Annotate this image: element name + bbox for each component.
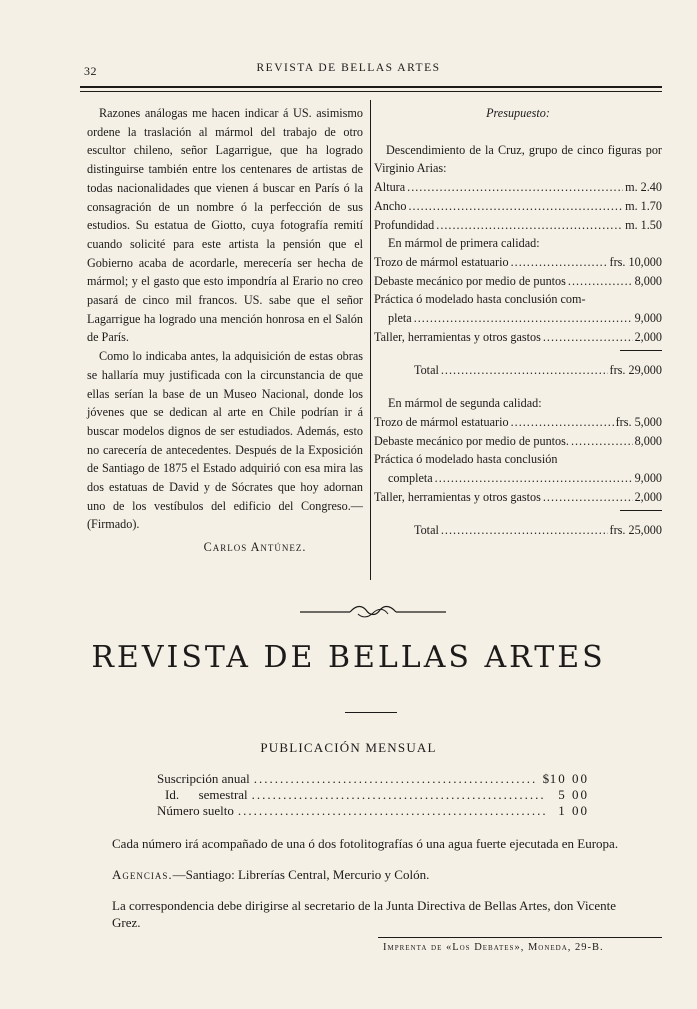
dimension-row [374, 197, 662, 216]
second-quality-heading: En mármol de segunda calidad: [388, 396, 542, 411]
column-divider [370, 100, 371, 580]
cost-row [374, 432, 662, 451]
cost-value: frs. 10,000 [609, 254, 662, 269]
dimension-value: m. 2.40 [625, 180, 662, 195]
cost-label: Práctica ó modelado hasta conclusión com- [374, 292, 586, 307]
page-number: 32 [84, 64, 97, 78]
cost-row [374, 469, 662, 488]
agencies-note [112, 866, 667, 883]
total-row [374, 361, 662, 380]
price-label: Id. semestral [165, 787, 248, 802]
cost-row [374, 290, 662, 309]
dimension-row [374, 216, 662, 235]
sum-rule [620, 350, 662, 351]
price-row [157, 787, 589, 803]
header-rule-thin [80, 91, 662, 92]
lithograph-note: Cada número irá acompañado de una ó dos fotolitografías ó una agua fuerte ejecutada en Europa. [112, 836, 619, 851]
letter-paragraph-2: Como lo indicaba antes, la adquisición de estas obras se hallaría muy justificada con la circunstancia de que ellas serían la base de un Museo Nacional, donde los jóvenes que se dedican al arte en Chile podrían ir á buscar modelos dignos de ser estudiados. Además, esto no carecería de antecedentes. Después de la Exposición de Santiago de 1875 el Estado adquirió con esa mira las dos estatuas de David y de Sócrates que hoy adornan uno de los vestíbulos del edificio del Congreso.—(Firmado). [87, 349, 363, 532]
cost-row [374, 450, 662, 469]
agencies-text: —Santiago: Librerías Central, Mercurio y Colón. [172, 867, 430, 882]
price-label: Número suelto [157, 803, 234, 818]
total-label: Total [414, 523, 439, 538]
letter-paragraph-1: Razones análogas me hacen indicar á US. asimismo ordene la traslación al mármol del trabajo de otro escultor chileno, señor Lagarrigue, que ha logrado distinguirse también entre los centenares de artistas de todas nacionalidades que vienen á buscar en París ó la consagración de un nombre ó la perfección de sus estudios. Su estatua de Giotto, cuya fotografía remití cuando solicité para este artista la pensión que el Gobierno acaba de acordarle, merecería ser hecha de mármol; y el gasto que esto impondría al Erario no creo pasará de cinco mil francos. US. sabe que el señor Lagarrigue ha logrado una mención honrosa en el Salón de París. [87, 106, 363, 345]
budget-title: Presupuesto: [486, 106, 550, 120]
sum-rule [620, 510, 662, 511]
total-value: frs. 25,000 [609, 523, 662, 538]
masthead-title: REVISTA DE BELLAS ARTES [91, 640, 606, 675]
price-amount: 5 00 [558, 787, 589, 802]
running-title: REVISTA DE BELLAS ARTES [256, 62, 441, 74]
price-label: Suscripción anual [157, 771, 250, 786]
price-row [157, 803, 589, 819]
price-currency: $ [542, 771, 550, 786]
cost-row [374, 272, 662, 291]
publication-frequency: PUBLICACIÓN MENSUAL [260, 740, 437, 755]
printer-imprint: Imprenta de «Los Debates», Moneda, 29-B. [383, 942, 604, 953]
cost-value: frs. 5,000 [615, 414, 662, 429]
cost-label: Taller, herramientas y otros gastos [374, 329, 541, 344]
budget-intro: Descendimiento de la Cruz, grupo de cinco figuras por Virginio Arias: [374, 142, 662, 176]
dimension-label: Ancho [374, 198, 407, 213]
cost-label: Taller, herramientas y otros gastos [374, 489, 541, 504]
cost-label: Práctica ó modelado hasta conclusión [374, 452, 558, 467]
first-quality-heading: En mármol de primera calidad: [388, 236, 540, 251]
pricing-list [157, 771, 589, 819]
price-amount: 10 00 [549, 771, 589, 786]
price-amount: 1 00 [558, 803, 589, 818]
agencies-label: Agencias. [112, 867, 173, 882]
correspondence-note: La correspondencia debe dirigirse al secretario de la Junta Directiva de Bellas Artes, don Vicente Grez. [112, 898, 616, 930]
dimension-label: Altura [374, 180, 406, 195]
cost-row [374, 328, 662, 347]
header-rule [80, 86, 662, 88]
dimension-value: m. 1.50 [625, 217, 662, 232]
dimension-value: m. 1.70 [625, 198, 662, 213]
cost-label: completa [388, 470, 433, 485]
budget-column [374, 104, 662, 554]
total-label: Total [414, 363, 439, 378]
cost-row [374, 253, 662, 272]
letter-signature: Carlos Antúnez. [203, 540, 307, 555]
total-row [374, 521, 662, 540]
cost-value: 9,000 [634, 470, 662, 485]
cost-value: 2,000 [634, 489, 662, 504]
cost-value: 8,000 [634, 433, 662, 448]
ornament-divider-icon [298, 602, 448, 622]
total-value: frs. 29,000 [609, 363, 662, 378]
cost-label: Trozo de mármol estatuario [374, 414, 509, 429]
cost-row [374, 488, 662, 507]
price-row [157, 771, 589, 787]
cost-value: 8,000 [634, 273, 662, 288]
cost-row [374, 309, 662, 328]
cost-label: Debaste mecánico por medio de puntos. [374, 433, 569, 448]
dimension-label: Profundidad [374, 217, 435, 232]
cost-label: Trozo de mármol estatuario [374, 254, 509, 269]
cost-label: pleta [388, 311, 412, 326]
letter-column [87, 104, 363, 557]
footer-rule [378, 937, 662, 938]
dimension-row [374, 178, 662, 197]
cost-row [374, 413, 662, 432]
cost-label: Debaste mecánico por medio de puntos [374, 273, 566, 288]
cost-value: 9,000 [634, 311, 662, 326]
masthead-rule [345, 712, 397, 713]
cost-value: 2,000 [634, 329, 662, 344]
